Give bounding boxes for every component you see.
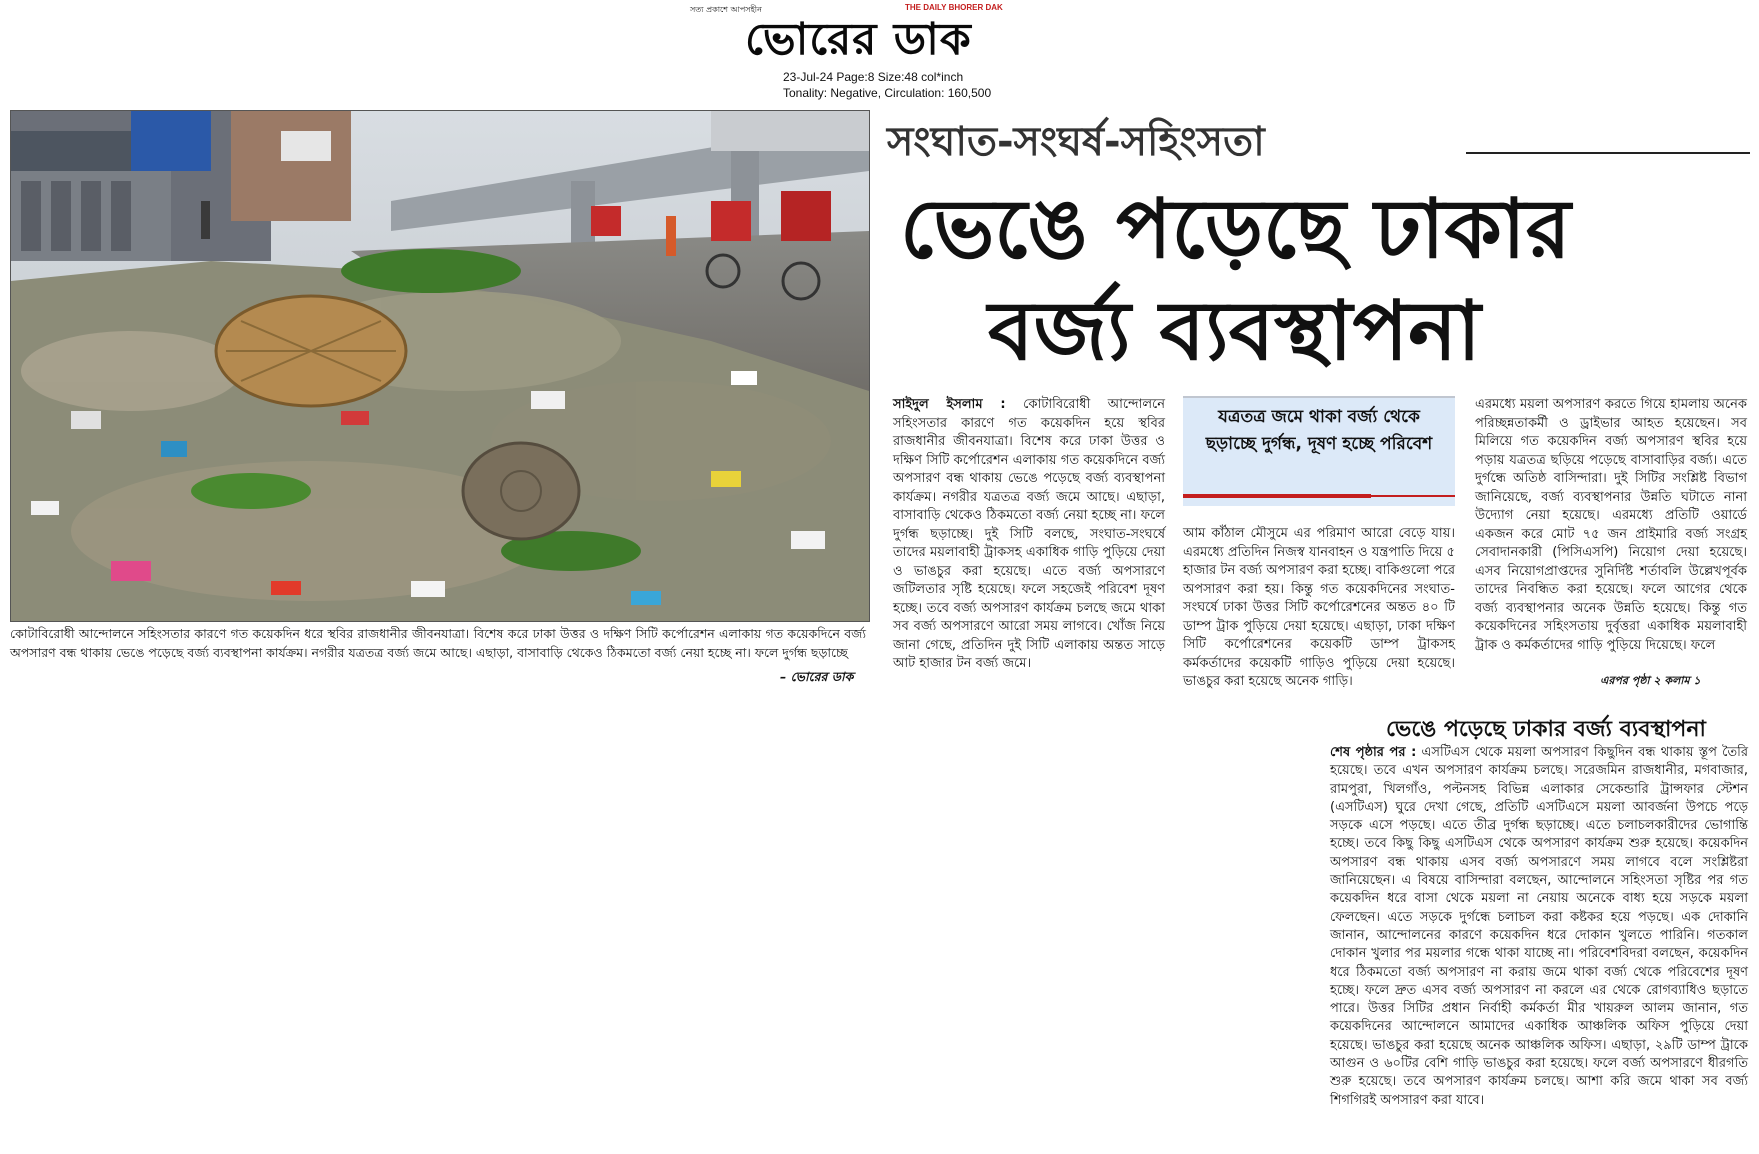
headline-line-1: ভেঙে পড়েছে ঢাকার <box>900 182 1571 277</box>
article-column-2: আম কাঁঠাল মৌসুমে এর পরিমাণ আরো বেড়ে যায়। এরমধ্যে প্রতিদিন নিজস্ব যানবাহন ও যন্ত্রপাতি দিয়ে ৫ হাজার টন বর্জ্য অপসারণ করা হচ্ছে। বাকিগুলো পরে অপসারণ করা হয়। কিন্তু গত কয়েকদিনের সংঘাত-সংঘর্ষে ঢাকা উত্তর সিটি কর্পোরেশনের অন্তত ৪০ টি ডাম্প ট্রাক পুড়িয়ে দেয়া হয়েছে। এছাড়া, ঢাকা দক্ষিণ সিটি কর্পোরেশনের কয়েকটি ডাম্প ট্রাকসহ কর্মকর্তাদের কয়েকটি গাড়িও পুড়িয়ে দেয়া হয়েছে। ভাঙচুর করা হয়েছে অনেক গাড়ি। <box>1183 526 1455 689</box>
kicker-rule <box>1466 152 1750 154</box>
pull-quote-rule <box>1183 494 1371 498</box>
garbage-street-photo <box>10 110 870 622</box>
photo-credit: – ভোরের ডাক <box>780 669 854 684</box>
clipping-meta-date-size: 23-Jul-24 Page:8 Size:48 col*inch <box>783 70 964 84</box>
continuation-jump-line: এরপর পৃষ্ঠা ২ কলাম ১ <box>1600 674 1701 687</box>
pull-quote-box <box>1183 396 1455 506</box>
photo-illustration <box>11 111 869 621</box>
article-column-3: এরমধ্যে ময়লা অপসারণ করতে গিয়ে হামলায় অনেক পরিচ্ছন্নতাকর্মী ও ড্রাইভার আহত হয়েছেন। সব মিলিয়ে গত কয়েকদিন বর্জ্য অপসারণ স্থবির হয়ে পড়ায় যত্রতত্র ছড়িয়ে পড়েছে বাসাবাড়ির বর্জ্য। এতে দুর্গন্ধে অতিষ্ঠ বাসিন্দারা। দুই সিটির সংশ্লিষ্ট বিভাগ জানিয়েছে, বর্জ্য ব্যবস্থাপনার উন্নতি ঘটাতে নানা উদ্যোগ নেয়া হয়েছে। এরমধ্যে প্রতিটি ওয়ার্ডে একজন করে মোট ৭৫ জন প্রাইমারি বর্জ্য সংগ্রহ সেবাদানকারী (পিসিএসপি) নিয়োগ দেয়া হয়েছে। এসব নিয়োগপ্রাপ্তদের সুনির্দিষ্ট শর্তাবলি উল্লেখপূর্বক তাদের নিবন্ধিত করা হয়েছে। ফলে আগের থেকে বর্জ্য ব্যবস্থাপনার অনেক উন্নতি হয়েছে। কিন্তু গত কয়েকদিনের সহিংসতায় দুর্বৃত্তরা একাধিক ময়লাবাহী ট্রাক ও কর্মকর্তাদের গাড়ি পুড়িয়ে দিয়েছে। ফলে <box>1475 397 1747 653</box>
column-1-text: কোটাবিরোধী আন্দোলনে সহিংসতার কারণে গত কয়েকদিন হয়ে স্থবির রাজধানীর জীবনযাত্রা। বিশেষ করে ঢাকা উত্তর ও দক্ষিণ সিটি কর্পোরেশন এলাকায় গত কয়েকদিনে বর্জ্য অপসারণ বন্ধ থাকায় ভেঙে পড়েছে বর্জ্য ব্যবস্থাপনা কার্যক্রম। নগরীর যত্রতত্র বর্জ্য জমে আছে। এছাড়া, বাসাবাড়ি থেকেও ঠিকমতো বর্জ্য নেয়া হচ্ছে না। ফলে দুর্গন্ধ ছড়াচ্ছে। দুই সিটি বলছে, সংঘাত-সংঘর্ষে তাদের ময়লাবাহী ট্রাকসহ একাধিক গাড়ি পুড়িয়ে দেয়া ও ভাঙচুর করা হয়েছে। এতে বর্জ্য অপসারণে জটিলতার সৃষ্টি হয়েছে। ফলে সহজেই পরিবেশ দূষণ হচ্ছে। তবে বর্জ্য অপসারণ কার্যক্রম চলছে জমে থাকা সব বর্জ্য অপসারণে আরো সময় লাগবে। খোঁজ নিয়ে জানা গেছে, প্রতিদিন দুই সিটি এলাকায় অন্তত সাড়ে আট হাজার টন বর্জ্য জমে। <box>893 397 1165 671</box>
byline: সাইদুল ইসলাম : <box>893 397 1006 412</box>
continuation-title: ভেঙে পড়েছে ঢাকার বর্জ্য ব্যবস্থাপনা <box>1386 717 1706 742</box>
article-column-1 <box>893 396 1165 674</box>
headline-line-2: বর্জ্য ব্যবস্থাপনা <box>988 284 1481 379</box>
clipping-meta-tonality: Tonality: Negative, Circulation: 160,500 <box>783 86 992 100</box>
photo-caption: কোটাবিরোধী আন্দোলনে সহিংসতার কারণে গত কয়েকদিন ধরে স্থবির রাজধানীর জীবনযাত্রা। বিশেষ করে ঢাকা উত্তর ও দক্ষিণ সিটি কর্পোরেশন এলাকায় গত কয়েকদিনে বর্জ্য অপসারণ বন্ধ থাকায় ভেঙে পড়েছে বর্জ্য ব্যবস্থাপনা কার্যক্রম। নগরীর যত্রতত্র বর্জ্য জমে আছে। এছাড়া, বাসাবাড়ি থেকেও ঠিকমতো বর্জ্য নেয়া হচ্ছে না। ফলে দুর্গন্ধ ছড়াচ্ছে <box>10 626 866 660</box>
continuation-body <box>1330 744 1748 1110</box>
article-kicker: সংঘাত-সংঘর্ষ-সহিংসতা <box>887 119 1265 165</box>
continuation-lead: শেষ পৃষ্ঠার পর : <box>1330 745 1417 760</box>
masthead-english-name: THE DAILY BHORER DAK <box>905 3 1003 12</box>
masthead-tagline: সত্য প্রকাশে আপসহীন <box>690 5 762 14</box>
continuation-text: এসটিএস থেকে ময়লা অপসারণ কিছুদিন বন্ধ থাকায় স্তূপ তৈরি হয়েছে। তবে এখন অপসারণ কার্যক্রম চলছে। সরেজমিন রাজধানীর, মগবাজার, রামপুরা, খিলগাঁও, পল্টনসহ বিভিন্ন এলাকার সেকেন্ডারি ট্রান্সফার স্টেশন (এসটিএস) ঘুরে দেখা গেছে, প্রতিটি এসটিএসে ময়লা আবর্জনা উপচে পড়ে সড়কে এসে পড়ছে। এতে তীব্র দুর্গন্ধ ছড়াচ্ছে। এতে চলাচলকারীদের ভোগান্তি হচ্ছে। তবে কিছু কিছু এসটিএস থেকে অপসারণ কার্যক্রম শুরু হয়েছে। কয়েকদিন অপসারণ বন্ধ থাকায় এসব বর্জ্য অপসারণে সময় লাগবে বলে সংশ্লিষ্টরা জানিয়েছেন। এ বিষয়ে বাসিন্দারা বলছেন, আন্দোলনে সহিংসতা সৃষ্টির পর গত কয়েকদিন ধরে বাসা থেকে ময়লা না নেয়ায় অনেকে বাধ্য হয়ে সড়কে ময়লা ফেলছেন। এতে সড়কে দুর্গন্ধে চলাচল করা কষ্টকর হয়ে পড়ছে। এক দোকানি জানান, আন্দোলনের কারণে কয়েকদিন ধরে দোকান খুলতে পারিনি। গতকাল দোকান খুলার পর ময়লার গন্ধে থাকা যাচ্ছে না। পরিবেশবিদরা বলছেন, কয়েকদিন ধরে ঠিকমতো বর্জ্য অপসারণ না করায় জমে থাকা বর্জ্য থেকে পরিবেশের দূষণ হচ্ছে। ফলে দ্রুত এসব বর্জ্য অপসারণ না করলে এর থেকে রোগব্যাধিও ছড়াতে পারে। উত্তর সিটির প্রধান নির্বাহী কর্মকর্তা মীর খায়রুল আলম জানান, গত কয়েকদিনের আন্দোলনে আমাদের একাধিক আঞ্চলিক অফিস পুড়িয়ে দেয়া হয়েছে। ভাঙচুর করা হয়েছে অনেক আঞ্চলিক অফিস। এছাড়া, ২৯টি ডাম্প ট্রাকে আগুন ও ৬০টির বেশি গাড়ি ভাঙচুর করা হয়েছে। ফলে বর্জ্য অপসারণে ধীরগতি শুরু হয়েছে। তবে অপসারণ কার্যক্রম চলছে। আশা করি জমে থাকা সব বর্জ্য শিগগিরই অপসারণ করা যাবে। <box>1330 745 1748 1108</box>
pull-quote-rule-thin <box>1371 495 1455 497</box>
pull-quote-text: যত্রতত্র জমে থাকা বর্জ্য থেকে ছড়াচ্ছে দুর্গন্ধ, দূষণ হচ্ছে পরিবেশ <box>1205 407 1433 454</box>
newspaper-logo: ভোরের ডাক <box>745 14 972 65</box>
